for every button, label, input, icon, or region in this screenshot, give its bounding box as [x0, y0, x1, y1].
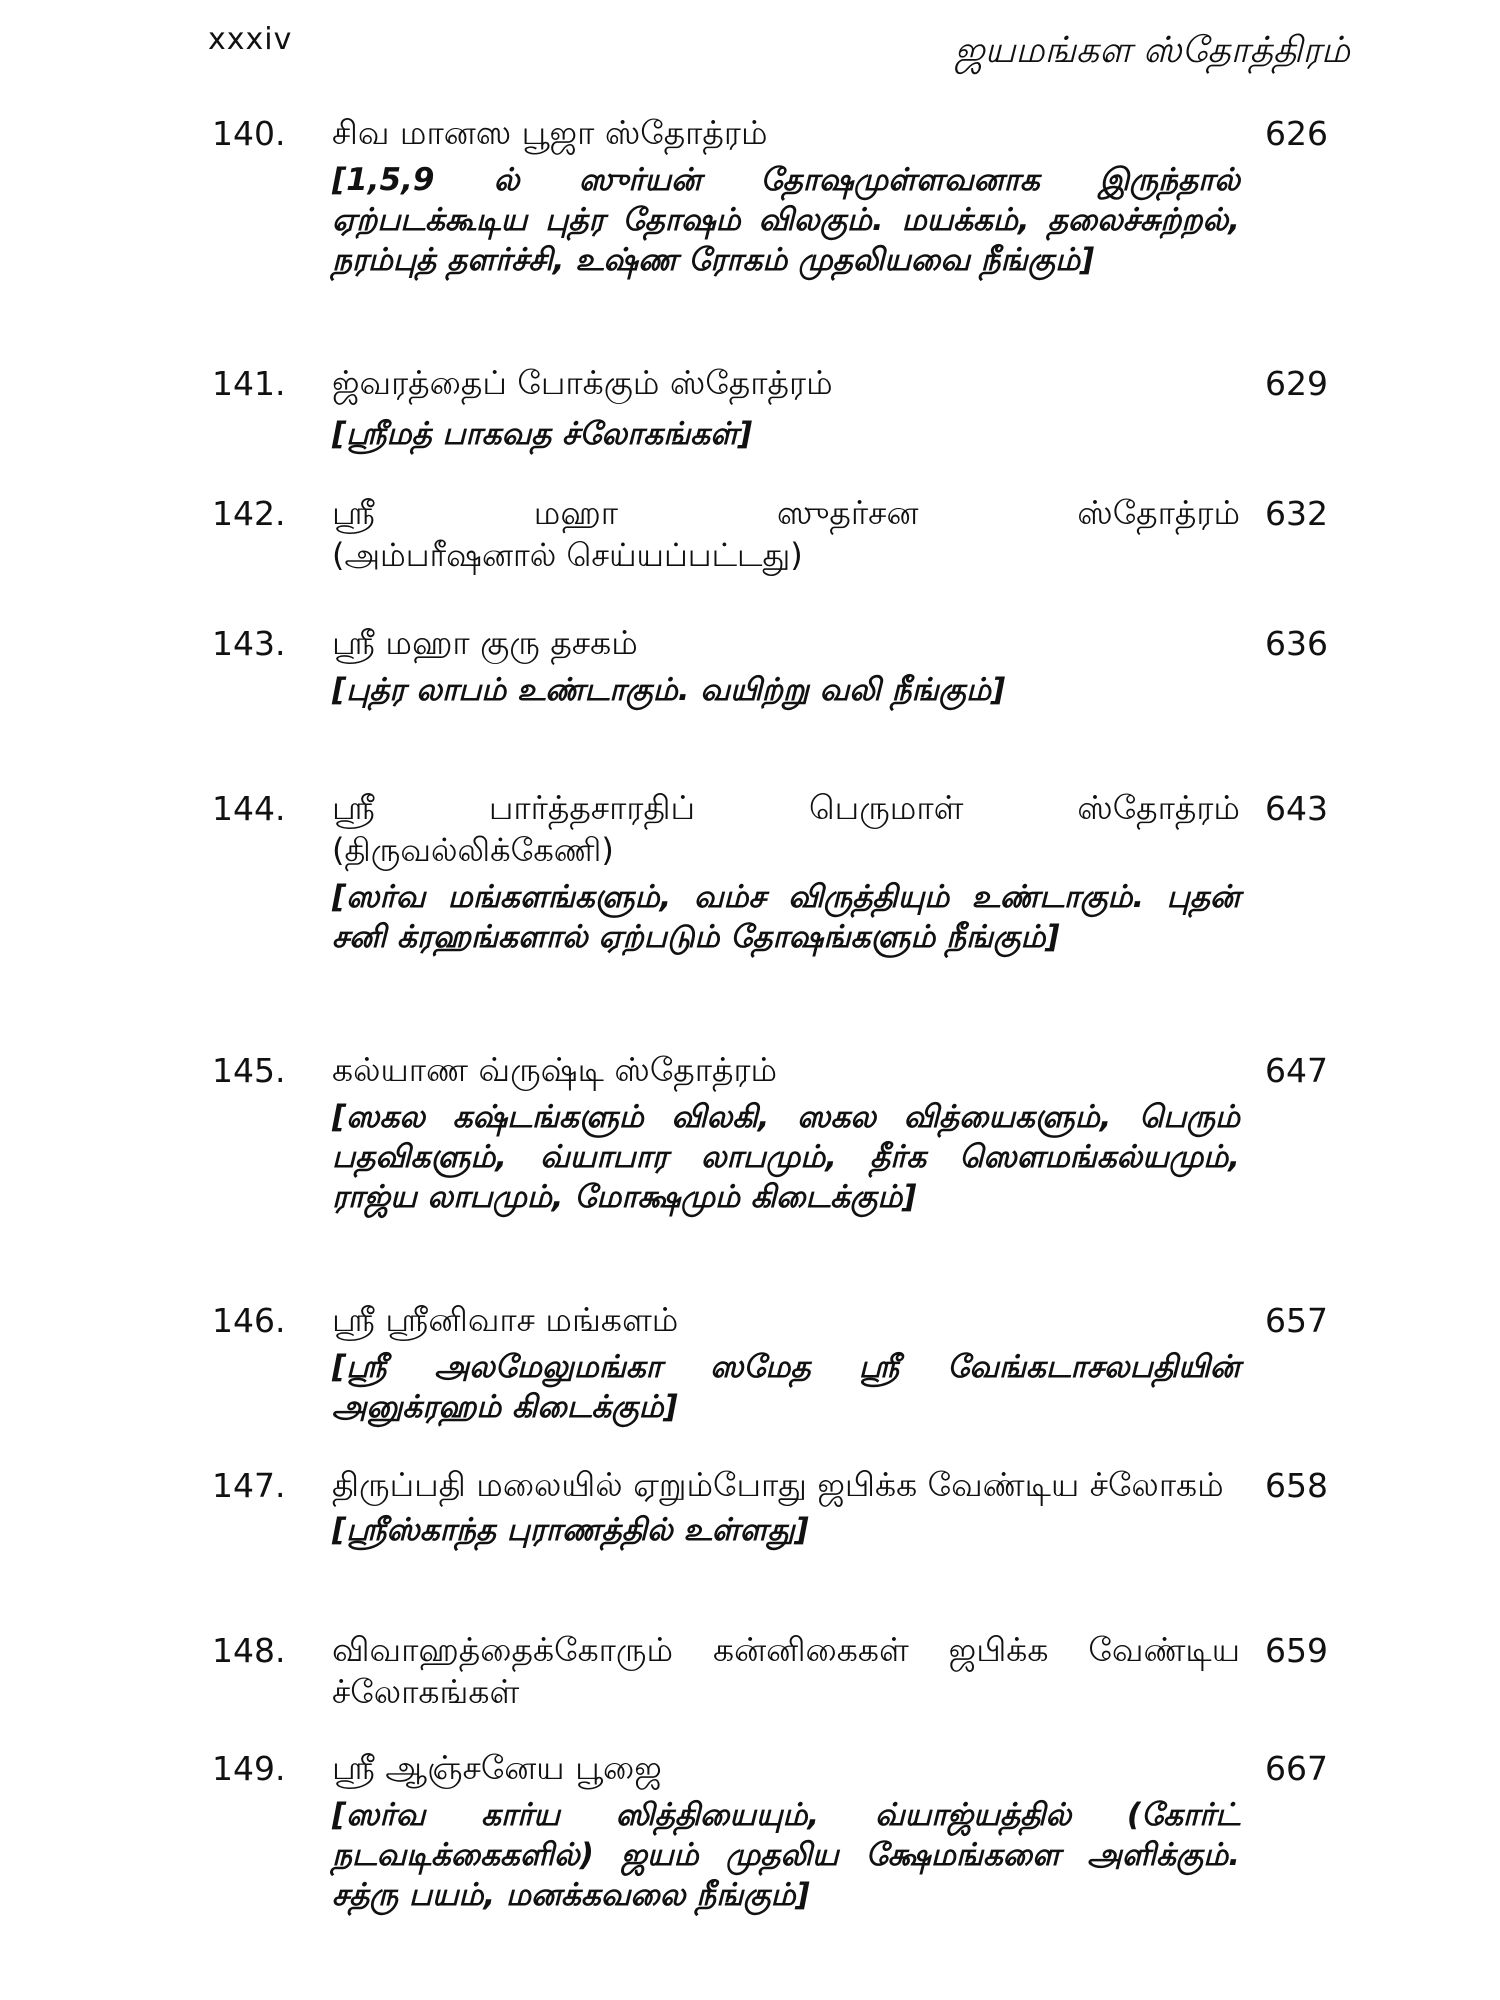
- entry-number: 145.: [212, 1051, 286, 1090]
- entry-page: 658: [1265, 1466, 1328, 1505]
- toc-entry-144: [200, 787, 1360, 1049]
- entry-note: [ஸ்ரீமத் பாகவத ச்லோகங்கள்]: [332, 416, 753, 452]
- entry-number: 142.: [212, 494, 286, 533]
- entry-title: ஜ்வரத்தைப் போக்கும் ஸ்தோத்ரம்: [332, 363, 833, 402]
- toc-entry-147: [200, 1464, 1360, 1629]
- entry-title: கல்யாண வ்ருஷ்டி ஸ்தோத்ரம்: [332, 1050, 778, 1089]
- entry-page: 636: [1265, 624, 1328, 663]
- entry-number: 141.: [212, 364, 286, 403]
- entry-number: 146.: [212, 1301, 286, 1340]
- entry-subtitle: (திருவல்லிக்கேணி): [332, 831, 614, 869]
- entry-note: [ஸ்ரீ அலமேலுமங்கா ஸமேத ஸ்ரீ வேங்கடாசலபதியின் அனுக்ரஹம் கிடைக்கும்]: [332, 1349, 1240, 1425]
- entry-title: ஸ்ரீ ஸ்ரீனிவாச மங்களம்: [332, 1300, 679, 1339]
- entry-title: ஸ்ரீ மஹா ஸுதர்சன ஸ்தோத்ரம்: [332, 493, 1240, 532]
- entry-title: ஸ்ரீ மஹா குரு தசகம்: [332, 623, 638, 662]
- page-number: xxxiv: [208, 22, 293, 57]
- entry-note: [ஸ்ரீஸ்காந்த புராணத்தில் உள்ளது]: [332, 1512, 809, 1548]
- table-of-contents: [200, 112, 1360, 1997]
- entry-page: 657: [1265, 1301, 1328, 1340]
- entry-page: 629: [1265, 364, 1328, 403]
- entry-page: 659: [1265, 1631, 1328, 1670]
- entry-note: [ஸகல கஷ்டங்களும் விலகி, ஸகல வித்யைகளும், பெரும் பதவிகளும், வ்யாபார லாபமும், தீர்க ஸௌமங்கல்யமும், ராஜ்ய லாபமும், மோக்ஷமும் கிடைக்கும்]: [332, 1099, 1240, 1215]
- entry-note: [ஸர்வ மங்களங்களும், வம்ச விருத்தியும் உண்டாகும். புதன் சனி க்ரஹங்களால் ஏற்படும் தோஷங்களும் நீங்கும்]: [332, 879, 1240, 955]
- entry-title: ஸ்ரீ ஆஞ்சனேய பூஜை: [332, 1748, 662, 1787]
- entry-page: 667: [1265, 1749, 1328, 1788]
- entry-number: 148.: [212, 1631, 286, 1670]
- entry-page: 643: [1265, 789, 1328, 828]
- entry-note: [1,5,9 ல் ஸுர்யன் தோஷமுள்ளவனாக இருந்தால் ஏற்படக்கூடிய புத்ர தோஷம் விலகும். மயக்கம், தலைச்சுற்றல், நரம்புத் தளர்ச்சி, உஷ்ண ரோகம் முதலியவை நீங்கும்]: [332, 162, 1240, 278]
- toc-entry-140: [200, 112, 1360, 362]
- toc-entry-148: [200, 1629, 1360, 1747]
- entry-number: 140.: [212, 114, 286, 153]
- toc-entry-149: [200, 1747, 1360, 1997]
- entry-title: விவாஹத்தைக்கோரும் கன்னிகைகள் ஜபிக்க வேண்டிய ச்லோகங்கள்: [332, 1630, 1240, 1711]
- entry-note: [ஸர்வ கார்ய ஸித்தியையும், வ்யாஜ்யத்தில் (கோர்ட் நடவடிக்கைகளில்) ஜயம் முதலிய க்ஷேமங்களை அளிக்கும். சத்ரு பயம், மனக்கவலை நீங்கும்]: [332, 1797, 1240, 1913]
- entry-title: சிவ மானஸ பூஜா ஸ்தோத்ரம்: [332, 113, 768, 152]
- entry-page: 647: [1265, 1051, 1328, 1090]
- entry-title: திருப்பதி மலையில் ஏறும்போது ஜபிக்க வேண்டிய ச்லோகம்: [332, 1465, 1224, 1504]
- toc-entry-143: [200, 622, 1360, 787]
- entry-subtitle: (அம்பரீஷனால் செய்யப்பட்டது): [332, 536, 803, 574]
- entry-page: 632: [1265, 494, 1328, 533]
- toc-entry-146: [200, 1299, 1360, 1464]
- entry-note: [புத்ர லாபம் உண்டாகும். வயிற்று வலி நீங்கும்]: [332, 672, 1006, 708]
- entry-number: 149.: [212, 1749, 286, 1788]
- toc-entry-145: [200, 1049, 1360, 1299]
- toc-entry-142: [200, 492, 1360, 622]
- entry-page: 626: [1265, 114, 1328, 153]
- entry-number: 144.: [212, 789, 286, 828]
- entry-number: 147.: [212, 1466, 286, 1505]
- entry-title: ஸ்ரீ பார்த்தசாரதிப் பெருமாள் ஸ்தோத்ரம்: [332, 788, 1240, 827]
- running-title: ஜயமங்கள ஸ்தோத்திரம்: [954, 30, 1350, 71]
- toc-entry-141: [200, 362, 1360, 492]
- entry-number: 143.: [212, 624, 286, 663]
